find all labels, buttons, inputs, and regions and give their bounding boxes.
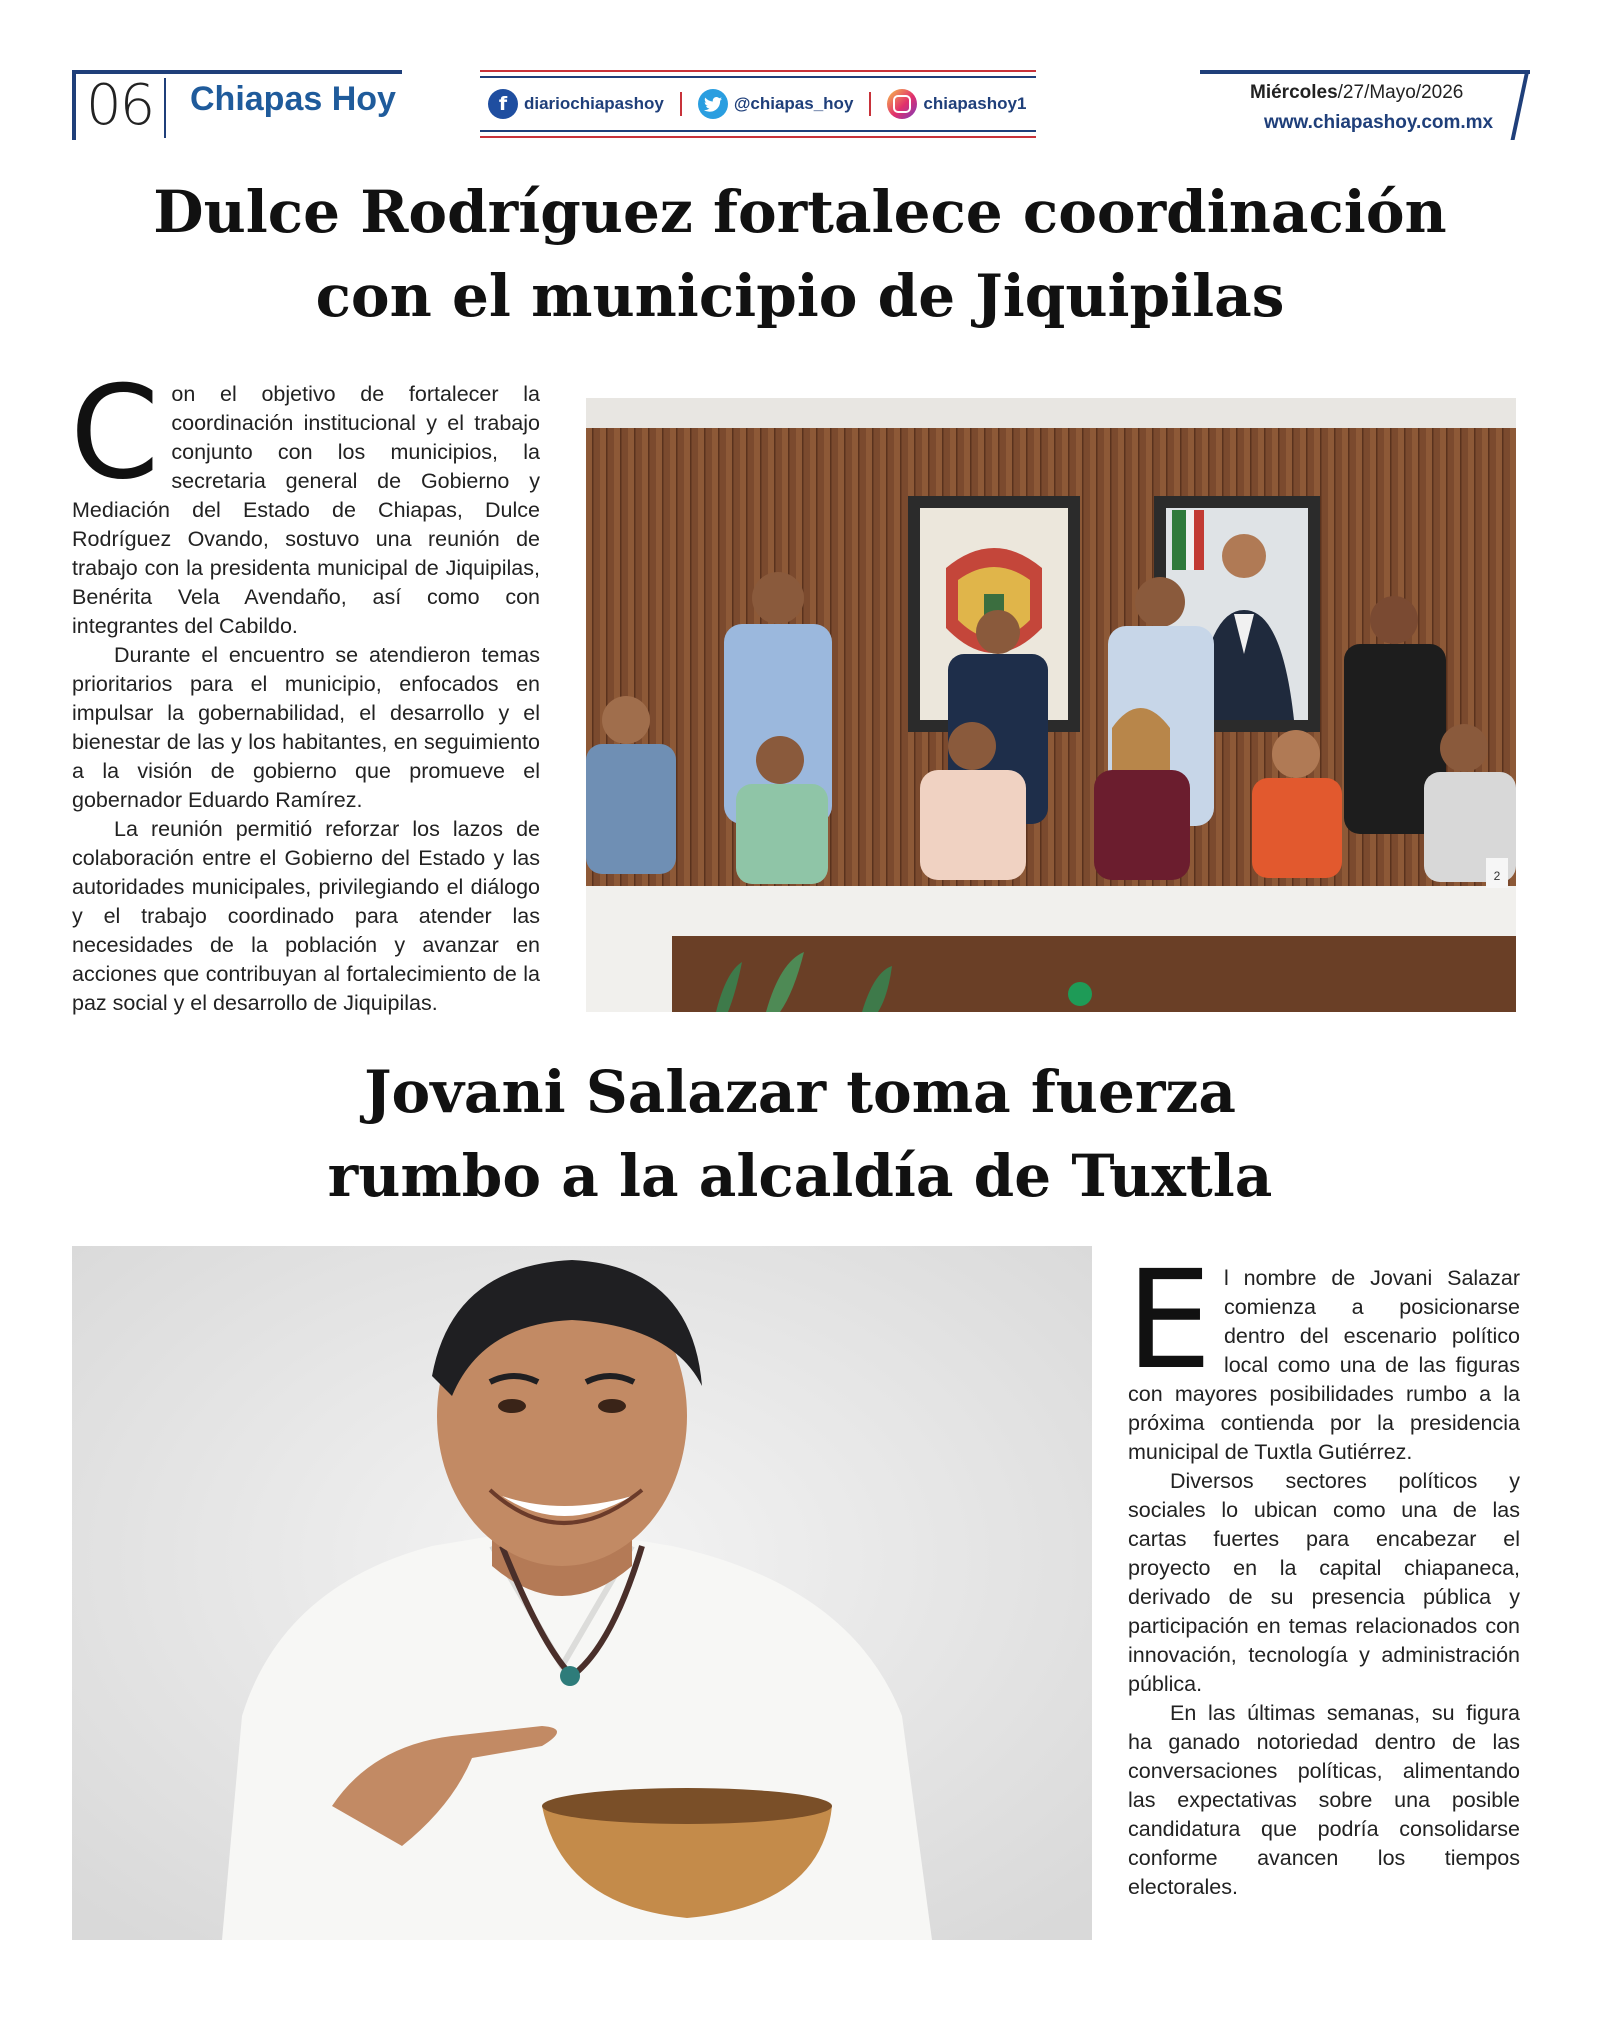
article2-portrait-photo <box>72 1246 1092 1940</box>
article2-paragraph <box>1126 1242 1520 1467</box>
facebook-handle: diariochiapashoy <box>524 94 664 113</box>
facebook-icon: f <box>488 89 518 119</box>
rule-blue-top <box>480 76 1036 78</box>
rule-red-bottom <box>480 136 1036 138</box>
article2-paragraph: Diversos sectores políticos y sociales lo ubican como una de las cartas fuertes para encabezar el proyecto en la capital chiapaneca, derivado de su presencia pública y participación en temas relacionados con innovación, tecnología y administración pública. <box>1128 1469 1520 1696</box>
article2-headline <box>0 1050 1600 1218</box>
article2-p1-text: l nombre de Jovani Salazar comienza a posicionarse dentro del escenario político local como una de las figuras con mayores posibilidades rumbo a la próxima contienda por la presidencia municipal de Tuxtla Gutiérrez. <box>1128 1266 1520 1464</box>
article1-paragraph: Durante el encuentro se atendieron temas prioritarios para el municipio, enfocados en impulsar la gobernabilidad, el desarrollo y el bienestar de las y los habitantes, en seguimiento a la visión de gobierno que promueve el gobernador Eduardo Ramírez. <box>72 643 540 812</box>
header-left-bar <box>72 70 76 140</box>
page-number: 06 <box>86 73 154 138</box>
article1-title-line2: con el municipio de Jiquipilas <box>315 262 1285 330</box>
social-divider <box>680 92 682 116</box>
issue-date <box>1250 82 1463 104</box>
article2-title-line1: Jovani Salazar toma fuerza <box>364 1058 1236 1126</box>
article2-dropcap: E <box>1126 1242 1212 1400</box>
date-rest: /27/Mayo/2026 <box>1337 82 1464 103</box>
article1-dropcap: C <box>70 359 160 508</box>
header-right-slash <box>1511 70 1530 140</box>
portrait-illustration <box>72 1246 1092 1940</box>
social-twitter[interactable] <box>698 89 854 119</box>
table-placard-number: 2 <box>1493 869 1501 883</box>
social-divider <box>869 92 871 116</box>
brand-name: Chiapas Hoy <box>190 80 396 118</box>
article1-paragraph <box>70 359 540 641</box>
social-facebook[interactable] <box>488 89 664 119</box>
rule-red-top <box>480 70 1036 72</box>
article1-title-line1: Dulce Rodríguez fortalece coordinación <box>153 178 1447 246</box>
article2-body <box>1126 1242 1520 1902</box>
page-header-right <box>1200 70 1530 140</box>
rule-blue-bottom <box>480 130 1036 132</box>
article2-title-line2: rumbo a la alcaldía de Tuxtla <box>327 1142 1273 1210</box>
twitter-handle: @chiapas_hoy <box>733 94 854 113</box>
header-rule <box>1200 70 1530 74</box>
page-header-left <box>72 70 402 140</box>
date-weekday: Miércoles <box>1250 82 1338 103</box>
article1-group-photo <box>586 398 1516 1012</box>
social-row <box>488 88 1026 120</box>
social-links-bar <box>480 70 1036 138</box>
instagram-handle: chiapashoy1 <box>923 94 1027 113</box>
website-link[interactable]: www.chiapashoy.com.mx <box>1264 112 1494 133</box>
group-meeting-illustration <box>586 398 1516 1012</box>
article1-body <box>70 359 540 1018</box>
instagram-icon <box>887 89 917 119</box>
twitter-icon <box>698 89 728 119</box>
article1-p1-text: on el objetivo de fortalecer la coordinación institucional y el trabajo conjunto con los municipios, la secretaria general de Gobierno y Mediación del Estado de Chiapas, Dulce Rodríguez Ovando, sostuvo una reunión de trabajo con la presidenta municipal de Jiquipilas, Benérita Vela Avendaño, así como con integrantes del Cabildo. <box>72 382 540 638</box>
article1-headline <box>0 170 1600 338</box>
article1-paragraph: La reunión permitió reforzar los lazos de colaboración entre el Gobierno del Estado y las autoridades municipales, privilegiando el diálogo y el trabajo coordinado para atender las necesidades de la población y avanzar en acciones que contribuyan al fortalecimiento de la paz social y el desarrollo de Jiquipilas. <box>72 817 540 1015</box>
header-separator <box>164 78 166 138</box>
article2-paragraph: En las últimas semanas, su figura ha ganado notoriedad dentro de las conversaciones políticas, alimentando las expectativas sobre una posible candidatura que podría consolidarse conforme avancen los tiempos electorales. <box>1128 1701 1520 1899</box>
social-instagram[interactable] <box>887 89 1026 119</box>
